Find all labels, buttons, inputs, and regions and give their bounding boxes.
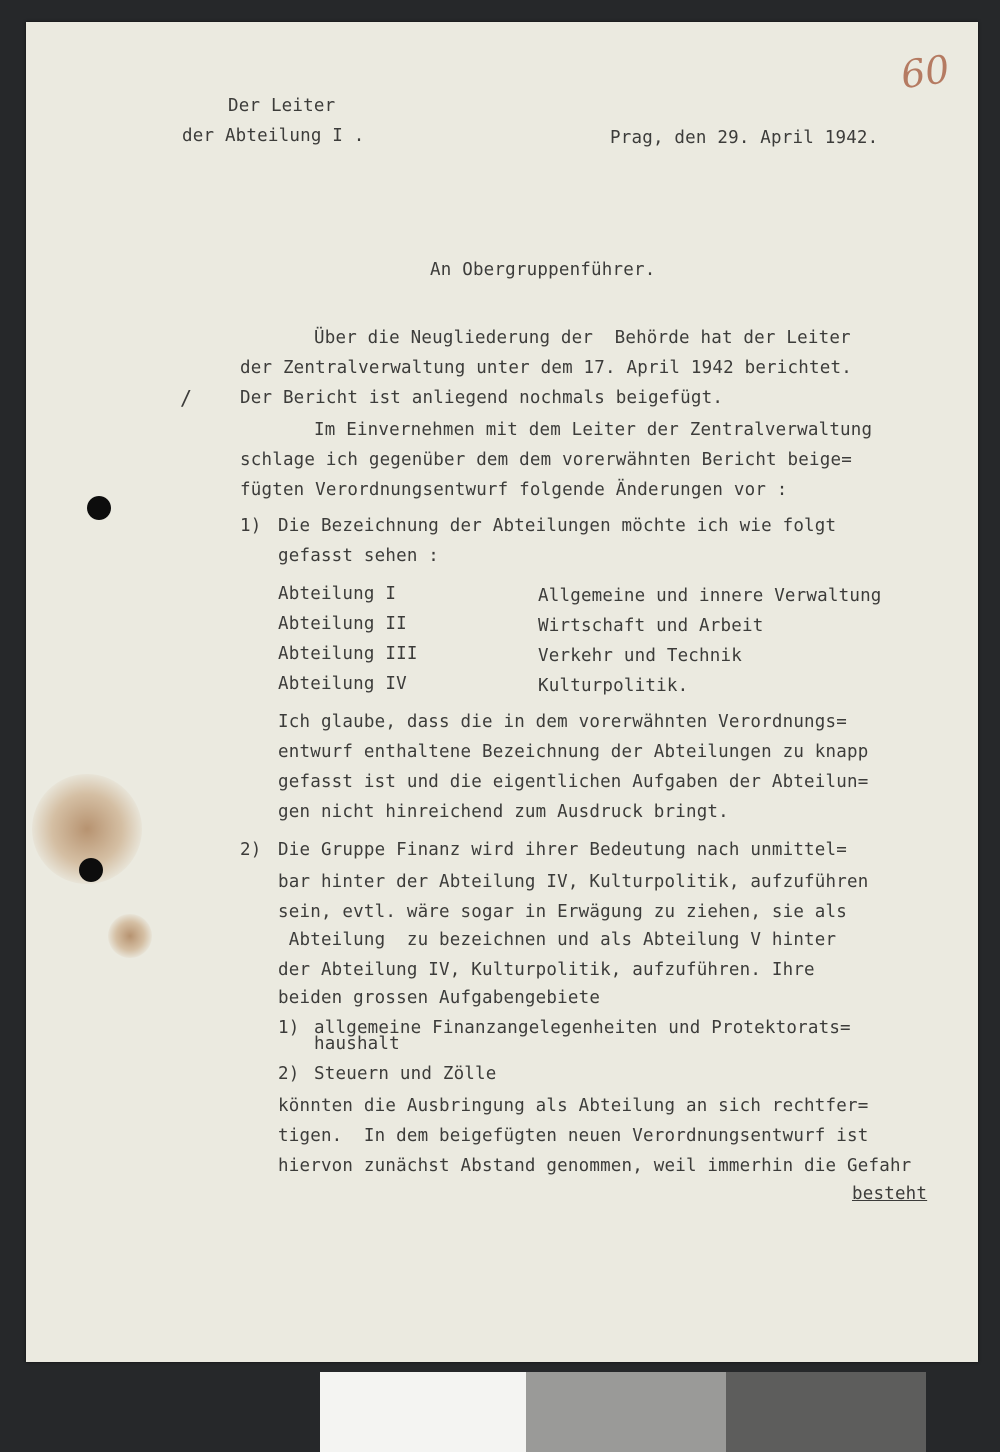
item2-line: Abteilung zu bezeichnen und als Abteilung V hinter — [278, 930, 837, 950]
punch-hole — [79, 858, 103, 882]
item2-closing-line: hiervon zunächst Abstand genommen, weil immerhin die Gefahr — [278, 1156, 912, 1176]
item2-sub1-line: allgemeine Finanzangelegenheiten und Protektorats= — [314, 1018, 851, 1038]
item2-line: bar hinter der Abteilung IV, Kulturpolitik, aufzuführen — [278, 872, 869, 892]
item1-comment-line: gen nicht hinreichend zum Ausdruck bringt. — [278, 802, 729, 822]
para1-line: Der Bericht ist anliegend nochmals beigefügt. — [240, 388, 724, 408]
item1-comment-line: gefasst ist und die eigentlichen Aufgaben der Abteilun= — [278, 772, 869, 792]
department-desc: Wirtschaft und Arbeit — [538, 616, 764, 636]
color-strip-dark — [726, 1372, 926, 1452]
item1-line: Die Bezeichnung der Abteilungen möchte ich wie folgt — [278, 516, 837, 536]
department-name: Abteilung IV — [278, 674, 407, 694]
item2-closing-line: tigen. In dem beigefügten neuen Verordnungsentwurf ist — [278, 1126, 869, 1146]
item2-line: der Abteilung IV, Kulturpolitik, aufzuführen. Ihre — [278, 960, 815, 980]
item1-comment-line: entwurf enthaltene Bezeichnung der Abteilungen zu knapp — [278, 742, 869, 762]
department-name: Abteilung III — [278, 644, 418, 664]
color-strip-white — [320, 1372, 526, 1452]
department-desc: Allgemeine und innere Verwaltung — [538, 586, 882, 606]
sender-line-1: Der Leiter — [228, 96, 336, 116]
date-line: Prag, den 29. April 1942. — [610, 128, 879, 148]
item2-number: 2) — [240, 840, 262, 860]
item2-sub2-number: 2) — [278, 1064, 300, 1084]
margin-mark: / — [180, 386, 193, 410]
item2-line: Die Gruppe Finanz wird ihrer Bedeutung nach unmittel= — [278, 840, 848, 860]
continuation-word: besteht — [852, 1184, 928, 1204]
item2-line: sein, evtl. wäre sogar in Erwägung zu ziehen, sie als — [278, 902, 848, 922]
department-name: Abteilung II — [278, 614, 407, 634]
sender-line-2: der Abteilung I . — [182, 126, 365, 146]
item1-comment-line: Ich glaube, dass die in dem vorerwähnten Verordnungs= — [278, 712, 848, 732]
salutation: An Obergruppenführer. — [430, 260, 656, 280]
department-desc: Kulturpolitik. — [538, 676, 689, 696]
para2-line: fügten Verordnungsentwurf folgende Änderungen vor : — [240, 480, 788, 500]
stain — [108, 914, 152, 958]
para1-line: Über die Neugliederung der Behörde hat der Leiter — [314, 328, 851, 348]
page-number: 60 — [898, 46, 953, 98]
document-page — [26, 22, 978, 1362]
color-strip-gray — [526, 1372, 726, 1452]
item2-sub1-number: 1) — [278, 1018, 300, 1038]
para2-line: schlage ich gegenüber dem dem vorerwähnten Bericht beige= — [240, 450, 852, 470]
department-name: Abteilung I — [278, 584, 397, 604]
para2-line: Im Einvernehmen mit dem Leiter der Zentralverwaltung — [314, 420, 873, 440]
item2-sub2-text: Steuern und Zölle — [314, 1064, 497, 1084]
item2-closing-line: könnten die Ausbringung als Abteilung an sich rechtfer= — [278, 1096, 869, 1116]
item1-line: gefasst sehen : — [278, 546, 440, 566]
item1-number: 1) — [240, 516, 262, 536]
para1-line: der Zentralverwaltung unter dem 17. April 1942 berichtet. — [240, 358, 852, 378]
item2-sub1-line: haushalt — [314, 1034, 400, 1054]
punch-hole — [87, 496, 111, 520]
department-desc: Verkehr und Technik — [538, 646, 742, 666]
item2-line: beiden grossen Aufgabengebiete — [278, 988, 601, 1008]
